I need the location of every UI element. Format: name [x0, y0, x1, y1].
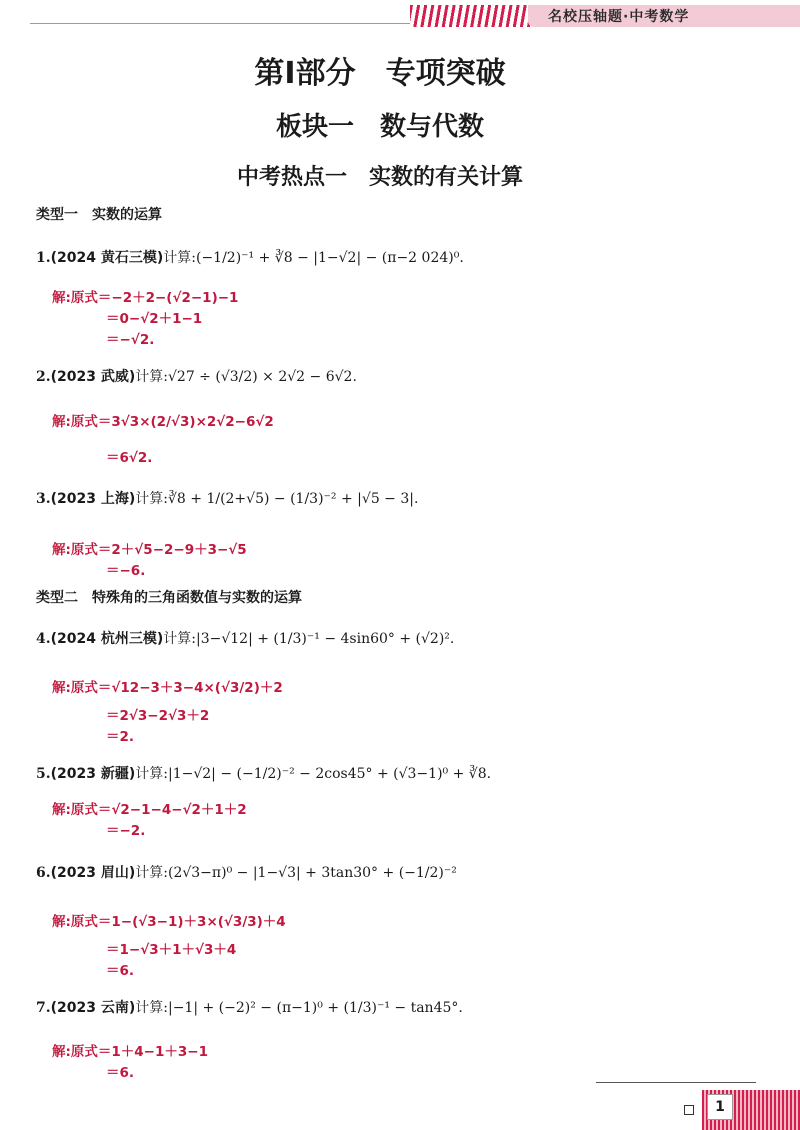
problem-prefix: 计算: [135, 491, 168, 507]
solution-7-line-2: ＝6. [106, 1065, 135, 1081]
problem-3 [36, 488, 418, 508]
section-heading-type2: 类型二 特殊角的三角函数值与实数的运算 [36, 590, 302, 606]
solution-5-line-1: 解:原式＝√2−1−4−√2＋1＋2 [52, 802, 247, 818]
solution-2-line-2: ＝6√2. [106, 450, 153, 466]
solution-4-line-3: ＝2. [106, 729, 135, 745]
problem-expression: ∛8 + 1/(2+√5) − (1/3)⁻² + |√5 − 3|. [167, 491, 419, 507]
problem-number: 2. [36, 369, 51, 385]
solution-5-line-2: ＝−2. [106, 823, 146, 839]
solution-6-line-1: 解:原式＝1−(√3−1)＋3×(√3/3)＋4 [52, 914, 286, 930]
problem-expression: |−1| + (−2)² − (π−1)⁰ + (1/3)⁻¹ − tan45°. [167, 1000, 463, 1016]
solution-7-line-1: 解:原式＝1＋4−1＋3−1 [52, 1044, 208, 1060]
header-rule [30, 23, 420, 24]
header-hatch-decoration [410, 5, 530, 27]
problem-source: (2024 杭州三模) [50, 631, 164, 647]
problem-1 [36, 247, 464, 267]
problem-5 [36, 763, 491, 783]
solution-1-line-1: 解:原式＝−2＋2−(√2−1)−1 [52, 290, 239, 306]
solution-6-line-3: ＝6. [106, 963, 135, 979]
problem-prefix: 计算: [135, 369, 168, 385]
problem-source: (2023 武威) [50, 369, 136, 385]
problem-expression: (2√3−π)⁰ − |1−√3| + 3tan30° + (−1/2)⁻² [167, 865, 457, 881]
problem-number: 7. [36, 1000, 51, 1016]
solution-3-line-2: ＝−6. [106, 563, 146, 579]
problem-number: 6. [36, 865, 51, 881]
footer-square-icon [684, 1105, 694, 1115]
solution-6-line-2: ＝1−√3＋1＋√3＋4 [106, 942, 237, 958]
problem-source: (2023 云南) [50, 1000, 136, 1016]
problem-prefix: 计算: [135, 865, 168, 881]
problem-prefix: 计算: [135, 766, 168, 782]
problem-6 [36, 862, 457, 882]
problem-expression: √27 ÷ (√3/2) × 2√2 − 6√2. [167, 369, 357, 385]
problem-number: 4. [36, 631, 51, 647]
solution-1-line-3: ＝−√2. [106, 332, 155, 348]
solution-4-line-1: 解:原式＝√12−3＋3−4×(√3/2)＋2 [52, 680, 283, 696]
problem-number: 1. [36, 250, 51, 266]
header-title: 名校压轴题·中考数学 [548, 9, 690, 25]
problem-source: (2024 黄石三模) [50, 250, 164, 266]
problem-number: 3. [36, 491, 51, 507]
section-heading-type1: 类型一 实数的运算 [36, 207, 162, 223]
solution-4-line-2: ＝2√3−2√3＋2 [106, 708, 210, 724]
problem-expression: |3−√12| + (1/3)⁻¹ − 4sin60° + (√2)². [195, 631, 455, 647]
problem-prefix: 计算: [163, 250, 196, 266]
problem-source: (2023 新疆) [50, 766, 136, 782]
problem-number: 5. [36, 766, 51, 782]
problem-source: (2023 眉山) [50, 865, 136, 881]
part-title: 第Ⅰ部分 专项突破 [254, 56, 506, 91]
solution-2-line-1: 解:原式＝3√3×(2/√3)×2√2−6√2 [52, 414, 274, 430]
problem-prefix: 计算: [163, 631, 196, 647]
solution-1-line-2: ＝0−√2＋1−1 [106, 311, 203, 327]
problem-expression: (−1/2)⁻¹ + ∛8 − |1−√2| − (π−2 024)⁰. [195, 250, 464, 266]
problem-expression: |1−√2| − (−1/2)⁻² − 2cos45° + (√3−1)⁰ + ∛8. [167, 766, 492, 782]
problem-4 [36, 628, 454, 648]
block-title: 板块一 数与代数 [275, 112, 484, 142]
footer-rule [596, 1082, 756, 1083]
page-number: 1 [707, 1094, 733, 1120]
problem-prefix: 计算: [135, 1000, 168, 1016]
problem-source: (2023 上海) [50, 491, 136, 507]
hotspot-title: 中考热点一 实数的有关计算 [236, 164, 523, 190]
problem-7 [36, 997, 463, 1017]
problem-2 [36, 366, 357, 386]
solution-3-line-1: 解:原式＝2＋√5−2−9＋3−√5 [52, 542, 247, 558]
